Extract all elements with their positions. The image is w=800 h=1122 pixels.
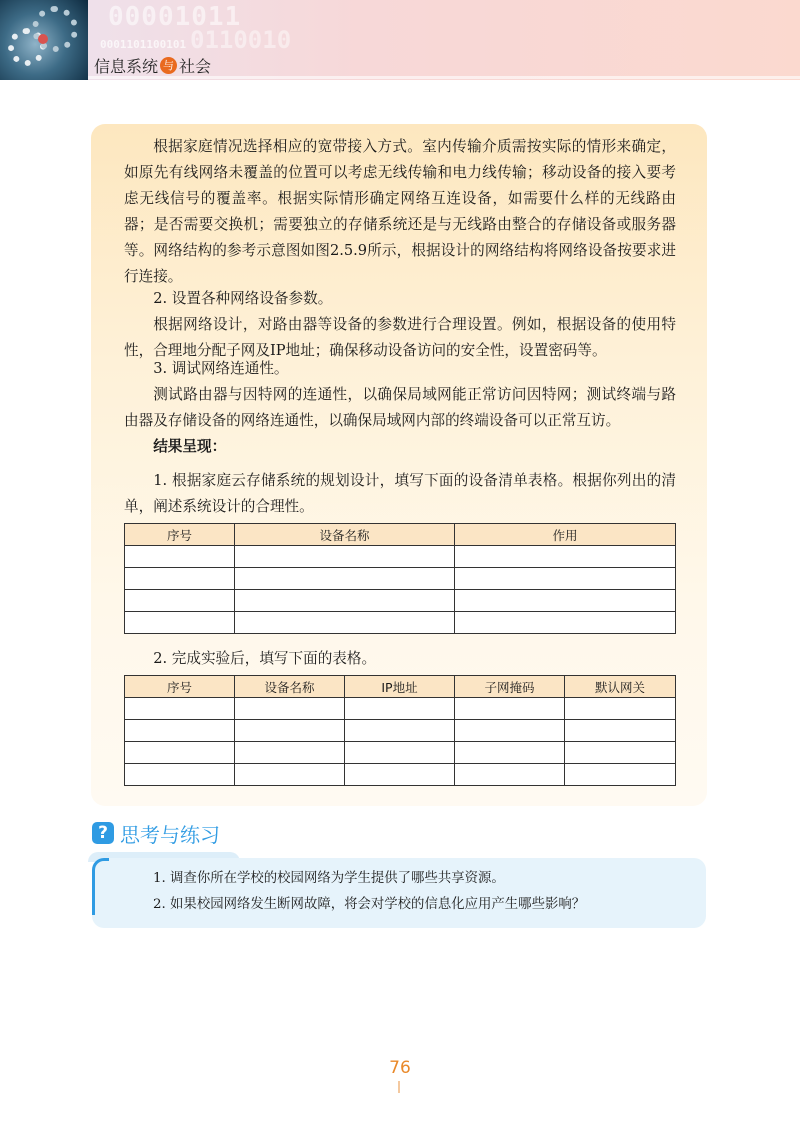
table-cell[interactable] — [455, 764, 565, 786]
binary-decoration: 00001011 — [108, 2, 242, 32]
table-cell[interactable] — [455, 590, 676, 612]
table-header-cell: 序号 — [125, 676, 235, 698]
table-cell[interactable] — [565, 764, 676, 786]
table-cell[interactable] — [235, 590, 455, 612]
table-row — [125, 546, 676, 568]
table-cell[interactable] — [455, 720, 565, 742]
table-row — [125, 698, 676, 720]
step-2-heading: 2. 设置各种网络设备参数。 — [153, 290, 333, 307]
network-config-table — [124, 675, 676, 786]
table-header-cell: 设备名称 — [235, 524, 455, 546]
book-title — [94, 54, 211, 77]
exercise-heading — [92, 819, 220, 847]
table-row — [125, 742, 676, 764]
table-cell[interactable] — [235, 764, 345, 786]
table-row — [125, 568, 676, 590]
gear-icon — [32, 6, 78, 52]
equipment-list-table — [124, 523, 676, 634]
table-cell[interactable] — [235, 568, 455, 590]
activity-paragraph-1: 根据家庭情况选择相应的宽带接入方式。室内传输介质需按实际的情形来确定，如原先有线网络未覆盖的位置可以考虑无线传输和电力线传输；移动设备的接入要考虑无线信号的覆盖率。根据实际情形确定网络互连设备，如需要什么样的无线路由器；是否需要交换机；需要独立的存储系统还是与无线路由整合的存储设备或服务器等。网络结构的参考示意图如图2.5.9所示，根据设计的网络结构将网络设备按要求进行连接。 — [124, 138, 676, 285]
table-cell[interactable] — [565, 698, 676, 720]
table-row — [125, 590, 676, 612]
table-cell[interactable] — [235, 546, 455, 568]
page-number-tick — [398, 1081, 400, 1093]
page-header — [0, 0, 800, 80]
table-cell[interactable] — [125, 698, 235, 720]
table-cell[interactable] — [455, 742, 565, 764]
table-cell[interactable] — [125, 590, 235, 612]
table-cell[interactable] — [565, 720, 676, 742]
table-cell[interactable] — [235, 612, 455, 634]
binary-decoration: 0001101100101 — [100, 38, 187, 51]
table-cell[interactable] — [455, 698, 565, 720]
table-cell[interactable] — [125, 764, 235, 786]
page-number: 76 — [389, 1058, 411, 1078]
table-cell[interactable] — [455, 568, 676, 590]
table-header-cell: 默认网关 — [565, 676, 676, 698]
table-header-cell: IP地址 — [345, 676, 455, 698]
book-title-conjunction: 与 — [160, 57, 177, 74]
book-title-part1: 信息系统 — [94, 57, 159, 76]
table-header-cell: 子网掩码 — [455, 676, 565, 698]
activity-paragraph-2: 根据网络设计，对路由器等设备的参数进行合理设置。例如，根据设备的使用特性，合理地分配子网及IP地址；确保移动设备访问的安全性，设置密码等。 — [124, 316, 676, 359]
question-mark-icon: ? — [92, 822, 114, 844]
table-row — [125, 612, 676, 634]
activity-paragraph-3: 测试路由器与因特网的连通性，以确保局域网能正常访问因特网；测试终端与路由器及存储设备的网络连通性，以确保局域网内部的终端设备可以正常互访。 — [124, 386, 676, 429]
table-cell[interactable] — [345, 720, 455, 742]
gear-core — [38, 34, 48, 44]
table-cell[interactable] — [345, 742, 455, 764]
table-cell[interactable] — [235, 720, 345, 742]
book-title-part2: 社会 — [179, 57, 212, 76]
exercise-item: 1. 调查你所在学校的校园网络为学生提供了哪些共享资源。 — [153, 871, 505, 886]
table-header-cell: 设备名称 — [235, 676, 345, 698]
table-row — [125, 720, 676, 742]
table-cell[interactable] — [565, 742, 676, 764]
table-cell[interactable] — [235, 742, 345, 764]
table-cell[interactable] — [125, 720, 235, 742]
header-divider — [88, 76, 800, 79]
table-header-cell: 序号 — [125, 524, 235, 546]
table-cell[interactable] — [455, 546, 676, 568]
table-cell[interactable] — [345, 764, 455, 786]
table-cell[interactable] — [125, 546, 235, 568]
table-row — [125, 764, 676, 786]
header-gear-image — [0, 0, 88, 80]
table-cell[interactable] — [125, 568, 235, 590]
table-cell[interactable] — [345, 698, 455, 720]
table-cell[interactable] — [455, 612, 676, 634]
table-header-cell: 作用 — [455, 524, 676, 546]
exercise-title: 思考与练习 — [120, 822, 220, 847]
result-item-1: 1. 根据家庭云存储系统的规划设计，填写下面的设备清单表格。根据你列出的清单，阐述系统设计的合理性。 — [124, 472, 676, 515]
step-3-heading: 3. 调试网络连通性。 — [153, 360, 289, 377]
exercise-bracket-decoration — [92, 858, 109, 915]
binary-decoration: 0110010 — [190, 26, 292, 54]
result-item-2: 2. 完成实验后，填写下面的表格。 — [153, 650, 377, 667]
table-cell[interactable] — [235, 698, 345, 720]
table-cell[interactable] — [125, 612, 235, 634]
table-cell[interactable] — [125, 742, 235, 764]
result-heading: 结果呈现： — [153, 438, 227, 455]
exercise-item: 2. 如果校园网络发生断网故障，将会对学校的信息化应用产生哪些影响？ — [153, 897, 586, 912]
